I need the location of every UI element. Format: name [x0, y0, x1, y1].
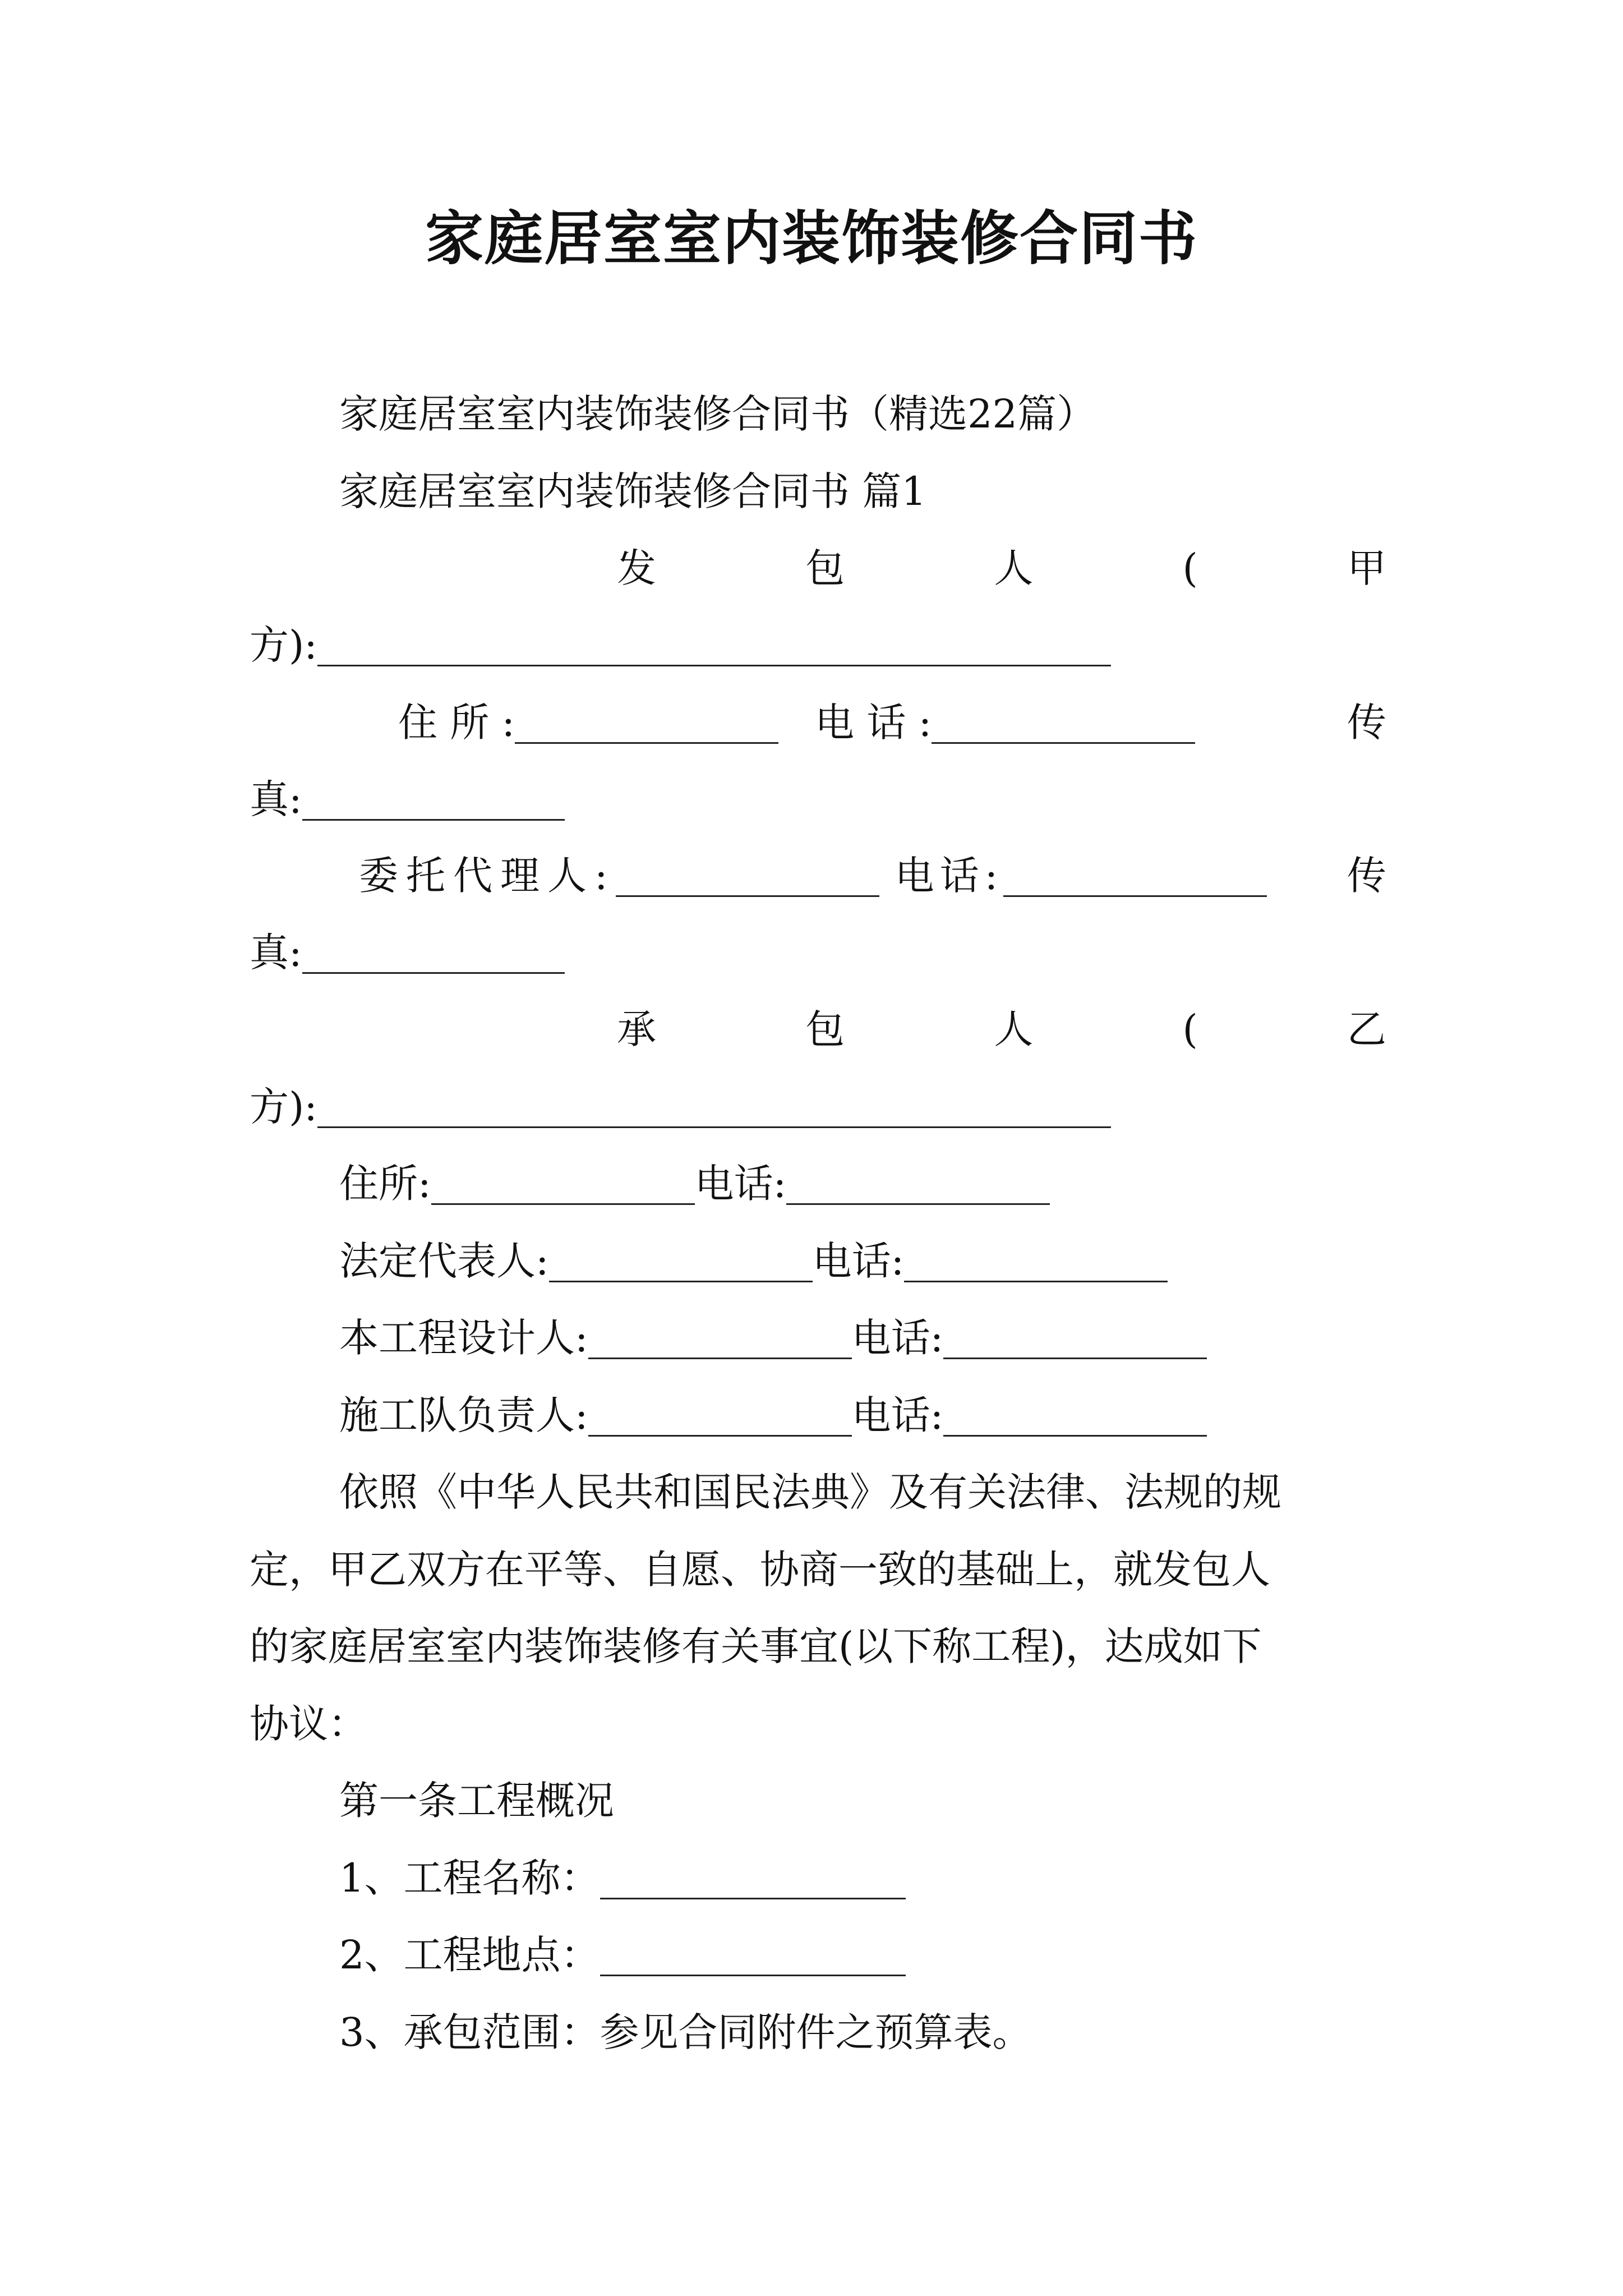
legal-rep-label: 法定代表人:	[339, 1238, 549, 1284]
party-b-address-line	[339, 1145, 1050, 1222]
party-a-char-3: 人	[994, 545, 1034, 591]
party-a-label-line	[617, 530, 1386, 606]
address-label: 住 所 :	[398, 700, 515, 746]
party-a-char-1: 发	[617, 545, 656, 591]
party-b-char-4: (	[1182, 1006, 1198, 1052]
crew-lead-phone-blank[interactable]	[943, 1401, 1207, 1437]
crew-lead-phone-label: 电话:	[851, 1392, 944, 1438]
legal-rep-phone-label: 电话:	[812, 1238, 905, 1284]
scope-line: 3、承包范围：参见合同附件之预算表。	[339, 2009, 1032, 2055]
party-a-label: 方):	[250, 622, 317, 668]
legal-rep-blank[interactable]	[549, 1247, 813, 1282]
intro-line-1: 依照《中华人民共和国民法典》及有关法律、法规的规	[339, 1469, 1281, 1515]
designer-line	[339, 1300, 1207, 1376]
crew-lead-label: 施工队负责人:	[339, 1392, 588, 1438]
part-heading: 家庭居室室内装饰装修合同书 篇1	[339, 468, 926, 514]
agent-phone-blank[interactable]	[1003, 862, 1267, 897]
fax-label-end: 真:	[250, 776, 302, 822]
fax-label-start: 传	[1347, 700, 1386, 746]
party-a-field	[250, 607, 1111, 683]
b-phone-label: 电话:	[694, 1161, 787, 1207]
party-b-char-5: 乙	[1347, 1006, 1386, 1052]
b-address-label: 住所:	[339, 1161, 431, 1207]
agent-fax-blank[interactable]	[302, 938, 565, 974]
agent-fax-field	[250, 914, 565, 991]
agent-fax-label-end: 真:	[250, 930, 302, 976]
party-a-name-blank[interactable]	[317, 631, 1111, 666]
party-b-char-2: 包	[805, 1006, 845, 1052]
fax-blank[interactable]	[302, 785, 565, 821]
intro-line-3: 的家庭居室室内装饰装修有关事宜(以下称工程)，达成如下	[250, 1623, 1262, 1669]
party-a-char-4: (	[1182, 545, 1198, 591]
designer-phone-blank[interactable]	[943, 1324, 1207, 1359]
legal-rep-phone-blank[interactable]	[904, 1247, 1168, 1282]
party-b-char-3: 人	[994, 1006, 1034, 1052]
phone-blank[interactable]	[932, 708, 1195, 744]
project-location-line	[339, 1917, 906, 1993]
designer-phone-label: 电话:	[851, 1315, 944, 1361]
party-a-fax-field	[250, 761, 565, 838]
designer-label: 本工程设计人:	[339, 1315, 588, 1361]
phone-label: 电 话 :	[815, 700, 932, 746]
party-b-field	[250, 1069, 1111, 1145]
party-a-contact-line	[398, 684, 1386, 761]
party-b-char-1: 承	[617, 1006, 656, 1052]
agent-line	[359, 838, 1386, 914]
article-1-heading: 第一条工程概况	[339, 1778, 614, 1824]
crew-lead-blank[interactable]	[588, 1401, 852, 1437]
agent-phone-label: 电话:	[895, 853, 1004, 899]
crew-lead-line	[339, 1377, 1207, 1453]
party-a-char-2: 包	[805, 545, 845, 591]
intro-line-2: 定，甲乙双方在平等、自愿、协商一致的基础上，就发包人	[250, 1547, 1270, 1593]
subtitle: 家庭居室室内装饰装修合同书（精选22篇）	[339, 391, 1096, 437]
party-b-label: 方):	[250, 1084, 317, 1130]
party-b-name-blank[interactable]	[317, 1093, 1111, 1128]
intro-line-4: 协议：	[250, 1701, 367, 1747]
project-location-blank[interactable]	[600, 1941, 906, 1976]
agent-fax-label-start: 传	[1347, 853, 1386, 899]
designer-blank[interactable]	[588, 1324, 852, 1359]
document-title: 家庭居室室内装饰装修合同书	[425, 204, 1198, 273]
b-phone-blank[interactable]	[786, 1170, 1050, 1205]
agent-blank[interactable]	[616, 862, 879, 897]
party-a-char-5: 甲	[1347, 545, 1386, 591]
agent-label: 委托代理人:	[359, 853, 616, 899]
project-name-line	[339, 1840, 906, 1916]
party-b-label-line	[617, 991, 1386, 1068]
address-blank[interactable]	[515, 708, 778, 744]
project-location-label: 2、工程地点：	[339, 1932, 600, 1978]
project-name-blank[interactable]	[600, 1864, 906, 1899]
legal-rep-line	[339, 1223, 1168, 1299]
b-address-blank[interactable]	[431, 1170, 695, 1205]
project-name-label: 1、工程名称：	[339, 1855, 600, 1901]
